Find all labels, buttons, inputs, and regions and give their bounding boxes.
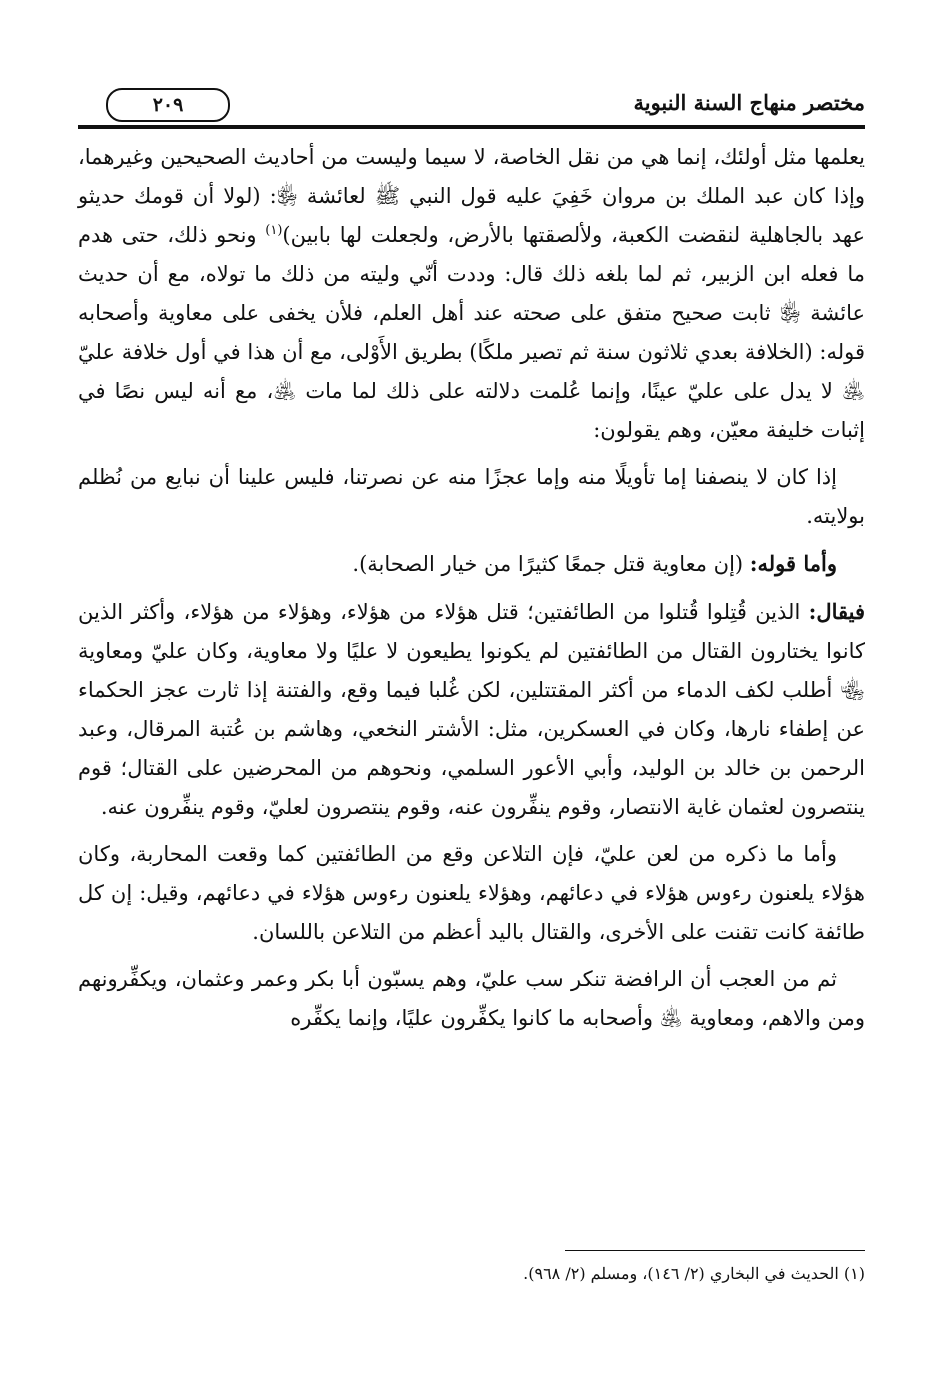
paragraph-text: إذا كان لا ينصفنا إما تأويلًا منه وإما عجزًا منه عن نصرتنا، فليس علينا أن نبايع من نُظلم بولايته. [78,465,865,528]
header-rule [78,125,865,129]
paragraph-lead: وأما قوله: [749,551,837,576]
paragraph-2 [78,458,865,536]
body-text [78,138,865,1046]
page-number: ٢٠٩ [106,88,230,122]
paragraph-lead: فيقال: [808,599,865,624]
paragraph-4 [78,592,865,827]
paragraph-text: يعلمها مثل أولئك، إنما هي من نقل الخاصة، لا سيما وليست من أحاديث الصحيحين وغيرهما، وإذا كان عبد الملك بن مروان خَفِيَ عليه قول النبي ﷺ لعائشة ﵂: (لولا أن قومك حديثو عهد بالجاهلية لنقضت الكعبة، ولألصقتها بالأرض، ولجعلت لها بابين) [78,145,865,247]
footnote-rule [565,1250,865,1251]
page-header [78,82,865,126]
book-title: مختصر منهاج السنة النبوية [633,90,865,115]
paragraph-1 [78,138,865,450]
paragraph-tail: ونحو ذلك، حتى هدم ما فعله ابن الزبير، ثم لما بلغه ذلك قال: وددت أنّي وليته من ذلك ما تولاه، مع أن حديث عائشة ﵂ ثابت صحيح متفق على صحته عند أهل العلم، فلأن يخفى على معاوية وأصحابه قوله: (الخلافة بعدي ثلاثون سنة ثم تصير ملكًا) بطريق الأَوْلى، مع أن هذا في أول خلافة عليّ ﵁ لا يدل على عليّ عينًا، وإنما عُلمت دلالته على ذلك لما مات ﵁، مع أنه ليس نصًا في إثبات خليفة معيّن، وهم يقولون: [78,223,865,442]
paragraph-text: ثم من العجب أن الرافضة تنكر سب عليّ، وهم يسبّون أبا بكر وعمر وعثمان، ويكفِّرونهم ومن والاهم، ومعاوية ﵁ وأصحابه ما كانوا يكفِّرون عليًا، وإنما يكفِّره [78,967,865,1030]
paragraph-text: (إن معاوية قتل جمعًا كثيرًا من خيار الصحابة). [352,552,750,576]
paragraph-3 [78,544,865,584]
footnote: (١) الحديث في البخاري (٢/ ١٤٦)، ومسلم (٢/ ٩٦٨). [523,1264,865,1283]
footnote-ref[interactable]: (١) [265,223,283,238]
paragraph-text: وأما ما ذكره من لعن عليّ، فإن التلاعن وقع من الطائفتين كما وقعت المحاربة، وكان هؤلاء يلعنون رءوس هؤلاء في دعائهم، وهؤلاء يلعنون رءوس هؤلاء في دعائهم، وقيل: إن كل طائفة كانت تقنت على الأخرى، والقتال باليد أعظم من التلاعن باللسان. [78,842,865,944]
paragraph-5 [78,835,865,952]
paragraph-6 [78,960,865,1038]
paragraph-text: الذين قُتِلوا قُتلوا من الطائفتين؛ قتل هؤلاء من هؤلاء، وهؤلاء من هؤلاء، وأكثر الذين كانوا يختارون القتال من الطائفتين لم يكونوا يطيعون لا عليًا ولا معاوية، وكان عليّ ومعاوية ﵄ أطلب لكف الدماء من أكثر المقتتلين، لكن غُلبا فيما وقع، والفتنة إذا ثارت عجز الحكماء عن إطفاء نارها، وكان في العسكرين، مثل: الأشتر النخعي، وهاشم بن عُتبة المرقال، وعبد الرحمن بن خالد بن الوليد، وأبي الأعور السلمي، ونحوهم من المحرضين على القتال؛ قوم ينتصرون لعثمان غاية الانتصار، وقوم ينفِّرون عنه، وقوم ينتصرون لعليّ، وقوم ينفِّرون عنه. [78,600,865,819]
